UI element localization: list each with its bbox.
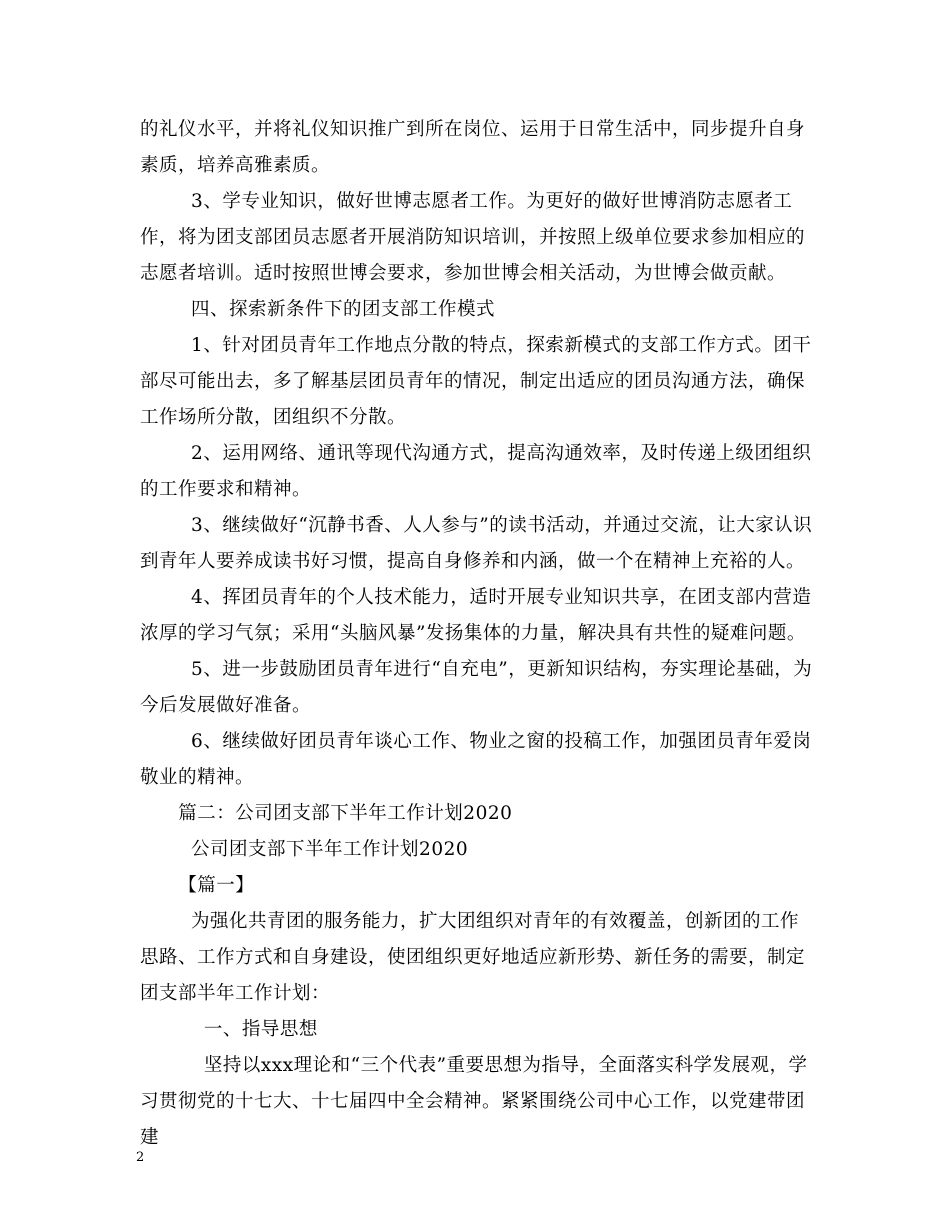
paragraph-item-2: 2、运用网络、通讯等现代沟通方式，提高沟通效率，及时传递上级团组织的工作要求和精神。 [140,443,812,500]
paragraph-item-1: 1、针对团员青年工作地点分散的特点，探索新模式的支部工作方式。团干部尽可能出去，多了解基层团员青年的情况，制定出适应的团员沟通方法，确保工作场所分散，团组织不分散。 [140,335,812,428]
paragraph-guiding: 坚持以xxx理论和“三个代表”重要思想为指导，全面落实科学发展观，学习贯彻党的十七大、十七届四中全会精神。紧紧围绕公司中心工作，以党建带团建 [140,1055,808,1148]
paragraph-item-5: 5、进一步鼓励团员青年进行“自充电”，更新知识结构，夯实理论基础，为今后发展做好准备。 [140,659,813,716]
section-heading-4: 四、探索新条件下的团支部工作模式 [140,299,496,320]
part-heading: 【篇一】 [140,875,255,896]
paragraph-intro: 为强化共青团的服务能力，扩大团组织对青年的有效覆盖，创新团的工作思路、工作方式和自身建设，使团组织更好地适应新形势、新任务的需要，制定团支部半年工作计划： [140,911,806,1004]
paragraph-etiquette: 的礼仪水平，并将礼仪知识推广到所在岗位、运用于日常生活中，同步提升自身素质，培养高雅素质。 [140,119,806,176]
paragraph-item-3: 3、继续做好“沉静书香、人人参与”的读书活动，并通过交流，让大家认识到青年人要养成读书好习惯，提高自身修养和内涵，做一个在精神上充裕的人。 [140,515,813,572]
paragraph-expo-volunteer: 3、学专业知识，做好世博志愿者工作。为更好的做好世博消防志愿者工作，将为团支部团员志愿者开展消防知识培训，并按照上级单位要求参加相应的志愿者培训。适时按照世博会要求，参加世博会相关活动，为世博会做贡献。 [140,191,806,284]
article-heading: 篇二：公司团支部下半年工作计划2020 [140,803,513,824]
article-title: 公司团支部下半年工作计划2020 [140,839,469,860]
section-heading-guiding: 一、指导思想 [140,1019,318,1040]
paragraph-item-4: 4、挥团员青年的个人技术能力，适时开展专业知识共享，在团支部内营造浓厚的学习气氛；采用“头脑风暴”发扬集体的力量，解决具有共性的疑难问题。 [140,587,812,644]
page-number: 2 [136,1150,145,1165]
paragraph-item-6: 6、继续做好团员青年谈心工作、物业之窗的投稿工作，加强团员青年爱岗敬业的精神。 [140,731,812,788]
